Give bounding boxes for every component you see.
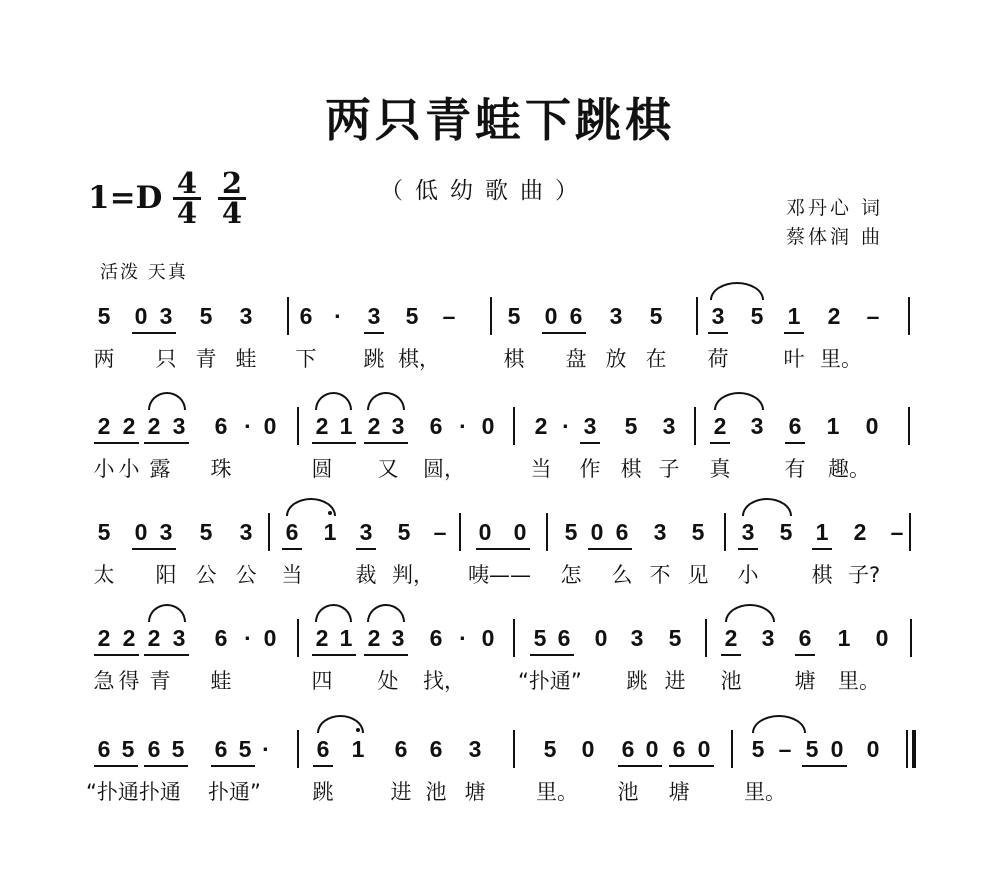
note: 3 <box>583 413 597 439</box>
lyric-syllable: 怎 <box>560 563 582 587</box>
bar-line <box>268 513 270 551</box>
note: – <box>433 519 447 545</box>
lyric-syllable: “扑通扑通 <box>86 780 181 804</box>
lyric-syllable: 小 <box>118 457 140 481</box>
note: – <box>866 303 880 329</box>
lyric-syllable: 不 <box>649 563 671 587</box>
bar-line <box>909 513 911 551</box>
note: 0 <box>830 736 844 762</box>
note: 2 <box>724 625 738 651</box>
beam-underline <box>282 548 302 550</box>
note: 1 <box>339 625 353 651</box>
note: · <box>262 736 270 762</box>
note: 5 <box>405 303 419 329</box>
high-octave-dot <box>356 728 360 732</box>
note: 5 <box>97 519 111 545</box>
bar-line <box>696 297 698 335</box>
bar-line <box>724 513 726 551</box>
note: 6 <box>798 625 812 651</box>
note: 3 <box>239 519 253 545</box>
lyric-syllable: 扑通” <box>208 780 261 804</box>
lyric-syllable: 急 <box>93 669 115 693</box>
note: 3 <box>750 413 764 439</box>
note: 0 <box>697 736 711 762</box>
note: 2 <box>97 413 111 439</box>
slur-arc <box>710 282 764 300</box>
lyric-syllable: 下 <box>295 347 317 371</box>
beam-underline <box>802 765 847 767</box>
lyric-syllable: 只 <box>155 347 177 371</box>
note: 0 <box>478 519 492 545</box>
note: 3 <box>159 519 173 545</box>
lyric-syllable: 小 <box>737 563 759 587</box>
beam-underline <box>710 442 730 444</box>
lyric-syllable: 判， <box>392 563 434 587</box>
lyric-syllable: 进 <box>390 780 412 804</box>
lyric-syllable: 趣。 <box>828 457 870 481</box>
beam-underline <box>364 654 408 656</box>
lyric-syllable: 叶 <box>783 347 805 371</box>
beam-underline <box>132 548 176 550</box>
lyric-syllable: 荷 <box>707 347 729 371</box>
time-signature-bottom: 4 <box>221 196 243 230</box>
note: 6 <box>569 303 583 329</box>
note: 5 <box>624 413 638 439</box>
song-subtitle: （低幼歌曲） <box>380 178 590 204</box>
lyric-syllable: 里。 <box>744 780 786 804</box>
note: 1 <box>351 736 365 762</box>
note: 6 <box>615 519 629 545</box>
note: 6 <box>672 736 686 762</box>
note: 6 <box>788 413 802 439</box>
note: 2 <box>97 625 111 651</box>
note: · <box>244 413 252 439</box>
lyric-syllable: 放 <box>605 347 627 371</box>
beam-underline <box>738 548 758 550</box>
note: 1 <box>826 413 840 439</box>
note: 5 <box>199 303 213 329</box>
lyric-syllable: 真 <box>709 457 731 481</box>
music-line-4 <box>0 624 1000 720</box>
lyric-syllable: 露 <box>149 457 171 481</box>
note: 2 <box>315 413 329 439</box>
high-octave-dot <box>328 511 332 515</box>
lyric-syllable: 珠 <box>210 457 232 481</box>
note: · <box>244 625 252 651</box>
note: 3 <box>609 303 623 329</box>
lyric-syllable: 蛙 <box>210 669 232 693</box>
composer-credit: 蔡体润 曲 <box>786 226 884 248</box>
lyric-syllable: 公 <box>235 563 257 587</box>
lyric-syllable: 里。 <box>536 780 578 804</box>
note: 3 <box>172 625 186 651</box>
note: · <box>459 625 467 651</box>
note: 0 <box>481 625 495 651</box>
bar-line <box>297 730 299 768</box>
lyric-syllable: 青 <box>149 669 171 693</box>
note: 3 <box>367 303 381 329</box>
beam-underline <box>144 654 189 656</box>
note: 5 <box>533 625 547 651</box>
note: 5 <box>649 303 663 329</box>
note: 2 <box>147 625 161 651</box>
note: 3 <box>653 519 667 545</box>
bar-line <box>910 619 912 657</box>
note: 6 <box>285 519 299 545</box>
lyric-syllable: 跳 <box>312 780 334 804</box>
note: 3 <box>630 625 644 651</box>
note: 3 <box>172 413 186 439</box>
lyric-syllable: 又 <box>377 457 399 481</box>
note: 6 <box>429 736 443 762</box>
lyric-syllable: 里。 <box>838 669 880 693</box>
beam-underline <box>132 332 176 334</box>
note: – <box>778 736 792 762</box>
time-signature-top: 4 <box>176 166 198 200</box>
note: 0 <box>875 625 889 651</box>
beam-underline <box>312 654 356 656</box>
lyric-syllable: 在 <box>645 347 667 371</box>
note: 0 <box>645 736 659 762</box>
lyric-syllable: 里。 <box>820 347 862 371</box>
note: · <box>459 413 467 439</box>
note: 0 <box>481 413 495 439</box>
key-signature: 1=D <box>88 180 163 216</box>
lyric-syllable: 池 <box>425 780 447 804</box>
lyric-syllable: 池 <box>617 780 639 804</box>
note: 5 <box>750 303 764 329</box>
note: 0 <box>866 736 880 762</box>
song-title: 两只青蛙下跳棋 <box>325 93 675 147</box>
lyric-syllable: 小 <box>93 457 115 481</box>
beam-underline <box>795 654 815 656</box>
note: 2 <box>713 413 727 439</box>
note: 6 <box>429 625 443 651</box>
lyric-syllable: 棋 <box>620 457 642 481</box>
note: 5 <box>805 736 819 762</box>
lyric-syllable: 作 <box>579 457 601 481</box>
beam-underline <box>94 442 139 444</box>
note: 1 <box>323 519 337 545</box>
time-signature-4-4 <box>170 166 204 230</box>
note: 3 <box>239 303 253 329</box>
note: 5 <box>691 519 705 545</box>
lyric-syllable: 两 <box>93 347 115 371</box>
lyric-syllable: 青 <box>195 347 217 371</box>
beam-underline <box>94 765 138 767</box>
note: 6 <box>621 736 635 762</box>
lyric-syllable: 有 <box>784 457 806 481</box>
lyric-syllable: 圆， <box>423 457 465 481</box>
bar-line <box>297 407 299 445</box>
beam-underline <box>784 332 804 334</box>
final-bar-line-thin <box>906 730 908 768</box>
note: 3 <box>662 413 676 439</box>
note: 5 <box>564 519 578 545</box>
beam-underline <box>356 548 376 550</box>
lyric-syllable: 咦—— <box>468 563 531 587</box>
time-signature-bottom: 4 <box>176 196 198 230</box>
beam-underline <box>618 765 662 767</box>
lyric-syllable: 太 <box>93 563 115 587</box>
bar-line <box>287 297 289 335</box>
note: 0 <box>544 303 558 329</box>
lyric-syllable: 公 <box>195 563 217 587</box>
beam-underline <box>94 654 139 656</box>
lyric-syllable: 蛙 <box>235 347 257 371</box>
beam-underline <box>542 332 586 334</box>
lyric-syllable: 么 <box>611 563 633 587</box>
lyric-syllable: 跳 <box>626 669 648 693</box>
note: · <box>562 413 570 439</box>
beam-underline <box>669 765 714 767</box>
note: 5 <box>121 736 135 762</box>
note: 1 <box>815 519 829 545</box>
lyric-syllable: 子? <box>848 563 881 587</box>
note: 0 <box>513 519 527 545</box>
note: 6 <box>299 303 313 329</box>
beam-underline <box>364 332 384 334</box>
note: 2 <box>122 625 136 651</box>
note: 5 <box>668 625 682 651</box>
note: 5 <box>171 736 185 762</box>
lyric-syllable: 得 <box>118 669 140 693</box>
note: 5 <box>397 519 411 545</box>
beam-underline <box>364 442 408 444</box>
lyricist-credit: 邓丹心 词 <box>786 197 884 219</box>
beam-underline <box>708 332 728 334</box>
beam-underline <box>721 654 741 656</box>
lyric-syllable: 棋 <box>503 347 525 371</box>
music-line-3 <box>0 518 1000 614</box>
note: – <box>442 303 456 329</box>
bar-line <box>490 297 492 335</box>
note: 0 <box>865 413 879 439</box>
bar-line <box>513 730 515 768</box>
note: 2 <box>534 413 548 439</box>
note: · <box>334 303 342 329</box>
lyric-syllable: 塘 <box>668 780 690 804</box>
final-bar-line-thick <box>912 730 916 768</box>
bar-line <box>546 513 548 551</box>
note: 2 <box>367 413 381 439</box>
note: 3 <box>391 625 405 651</box>
lyric-syllable: 棋， <box>398 347 440 371</box>
note: 6 <box>316 736 330 762</box>
note: 3 <box>711 303 725 329</box>
music-line-5 <box>0 735 1000 831</box>
bar-line <box>513 407 515 445</box>
beam-underline <box>312 442 356 444</box>
note: 1 <box>837 625 851 651</box>
beam-underline <box>476 548 530 550</box>
note: 6 <box>97 736 111 762</box>
note: 5 <box>751 736 765 762</box>
note: 2 <box>122 413 136 439</box>
note: 3 <box>391 413 405 439</box>
lyric-syllable: 裁 <box>355 563 377 587</box>
note: 2 <box>315 625 329 651</box>
note: 5 <box>199 519 213 545</box>
note: 3 <box>741 519 755 545</box>
lyric-syllable: 处 <box>377 669 399 693</box>
note: 2 <box>827 303 841 329</box>
note: 6 <box>214 625 228 651</box>
lyric-syllable: 塘 <box>794 669 816 693</box>
note: 5 <box>779 519 793 545</box>
tempo-marking: 活泼 天真 <box>100 262 188 283</box>
note: 3 <box>761 625 775 651</box>
beam-underline <box>588 548 632 550</box>
note: 2 <box>147 413 161 439</box>
note: 0 <box>134 519 148 545</box>
bar-line <box>694 407 696 445</box>
note: 2 <box>853 519 867 545</box>
note: 3 <box>468 736 482 762</box>
note: 6 <box>214 736 228 762</box>
note: 0 <box>263 413 277 439</box>
lyric-syllable: 棋 <box>811 563 833 587</box>
beam-underline <box>144 765 188 767</box>
bar-line <box>297 619 299 657</box>
lyric-syllable: 见 <box>687 563 709 587</box>
time-signature-top: 2 <box>221 166 243 200</box>
note: 0 <box>581 736 595 762</box>
lyric-syllable: 四 <box>311 669 333 693</box>
note: 1 <box>339 413 353 439</box>
bar-line <box>705 619 707 657</box>
lyric-syllable: 塘 <box>464 780 486 804</box>
note: 3 <box>159 303 173 329</box>
beam-underline <box>580 442 600 444</box>
beam-underline <box>785 442 805 444</box>
note: 5 <box>543 736 557 762</box>
time-signature-2-4 <box>215 166 249 230</box>
note: 1 <box>787 303 801 329</box>
beam-underline <box>144 442 189 444</box>
note: 0 <box>134 303 148 329</box>
beam-underline <box>313 765 333 767</box>
note: 5 <box>507 303 521 329</box>
note: 6 <box>147 736 161 762</box>
lyric-syllable: 找， <box>423 669 465 693</box>
note: 5 <box>238 736 252 762</box>
lyric-syllable: 阳 <box>155 563 177 587</box>
note: 0 <box>263 625 277 651</box>
note: 6 <box>394 736 408 762</box>
lyric-syllable: 盘 <box>565 347 587 371</box>
lyric-syllable: 池 <box>720 669 742 693</box>
lyric-syllable: 当 <box>530 457 552 481</box>
lyric-syllable: 圆 <box>311 457 333 481</box>
lyric-syllable: 当 <box>281 563 303 587</box>
music-line-1 <box>0 302 1000 398</box>
bar-line <box>731 730 733 768</box>
note: 5 <box>97 303 111 329</box>
lyric-syllable: 进 <box>664 669 686 693</box>
beam-underline <box>812 548 832 550</box>
note: 6 <box>214 413 228 439</box>
music-line-2 <box>0 412 1000 508</box>
note: 0 <box>590 519 604 545</box>
bar-line <box>908 407 910 445</box>
beam-underline <box>530 654 574 656</box>
note: 0 <box>594 625 608 651</box>
lyric-syllable: “扑通” <box>518 669 582 693</box>
bar-line <box>908 297 910 335</box>
note: 6 <box>557 625 571 651</box>
bar-line <box>459 513 461 551</box>
beam-underline <box>211 765 255 767</box>
lyric-syllable: 子 <box>658 457 680 481</box>
note: 2 <box>367 625 381 651</box>
note: 6 <box>429 413 443 439</box>
note: 3 <box>359 519 373 545</box>
lyric-syllable: 跳 <box>363 347 385 371</box>
bar-line <box>513 619 515 657</box>
note: – <box>890 519 904 545</box>
